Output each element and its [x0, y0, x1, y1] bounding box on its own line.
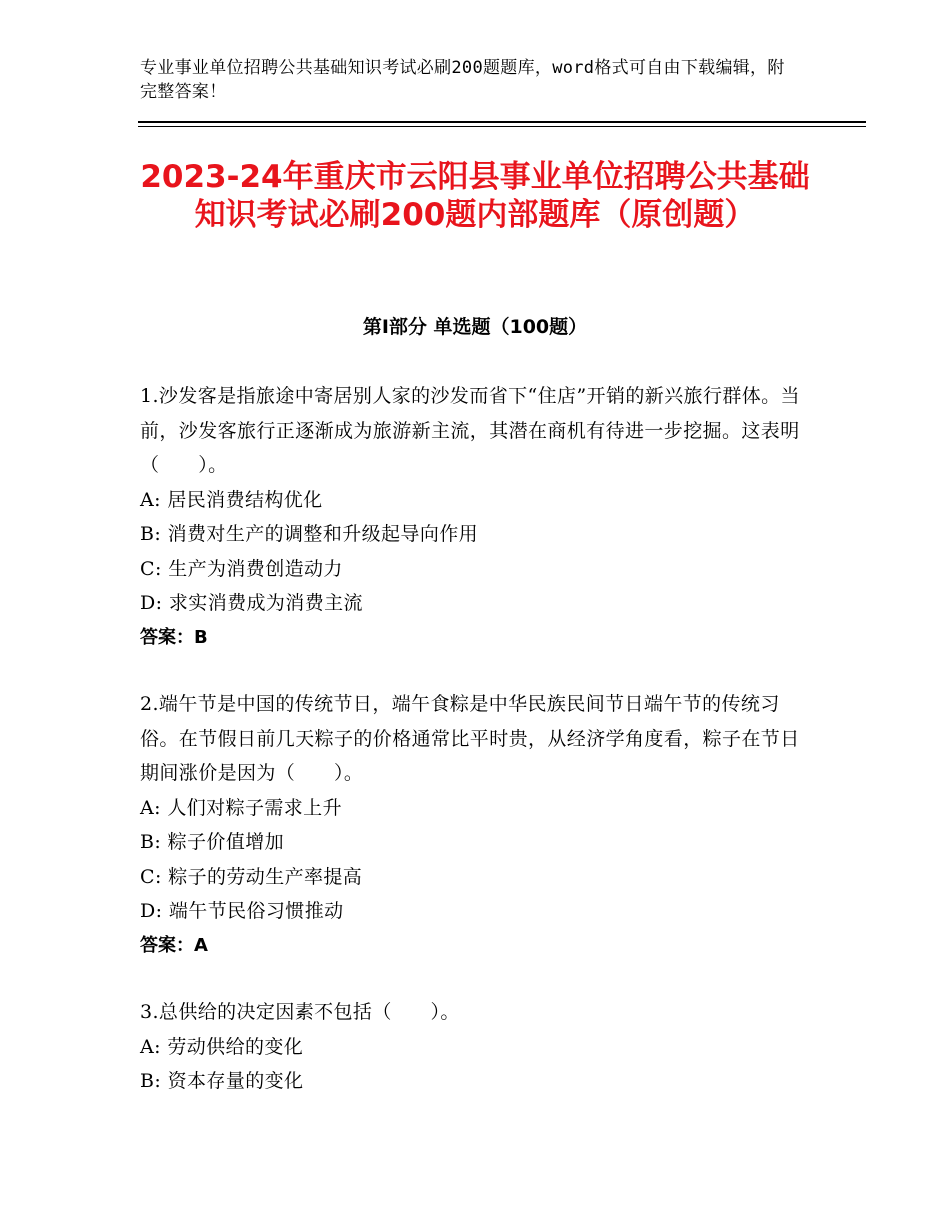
option-letter: B :	[140, 523, 168, 545]
option-text: 消费对生产的调整和升级起导向作用	[167, 523, 479, 545]
option-text: 居民消费结构优化	[167, 488, 323, 511]
option-text: 生产为消费创造动力	[168, 557, 343, 580]
answer: 答案：A	[140, 934, 208, 956]
question-stem: 2.端午节是中国的传统节日，端午食粽是中华民族民间节日端午节的传统习俗。在节假日前几天粽子的价格通常比平时贵，从经济学角度看，粽子在节日期间涨价是因为（ ）。	[140, 693, 800, 784]
section-title: 第Ⅰ部分 单选题（100题）	[362, 316, 588, 338]
option-c	[140, 552, 810, 587]
question-3	[140, 995, 810, 1099]
option-a	[140, 483, 810, 518]
option-b	[140, 517, 810, 552]
option-c	[140, 860, 810, 895]
header-divider-thin	[138, 126, 866, 127]
option-b	[140, 825, 810, 860]
option-text: 粽子价值增加	[167, 831, 285, 853]
option-text: 资本存量的变化	[167, 1070, 304, 1092]
option-b	[140, 1064, 810, 1099]
option-text: 劳动供给的变化	[167, 1035, 304, 1058]
option-a	[140, 1030, 810, 1065]
option-text: 粽子的劳动生产率提高	[168, 865, 363, 888]
question-stem: 3.总供给的决定因素不包括（ ）。	[140, 1001, 460, 1023]
option-letter: B :	[140, 1070, 168, 1092]
option-letter: D :	[140, 592, 169, 614]
answer: 答案：B	[140, 626, 208, 648]
option-letter: D :	[140, 900, 169, 922]
option-letter: C :	[140, 558, 168, 580]
option-letter: C :	[140, 866, 168, 888]
option-letter: A :	[140, 489, 167, 511]
question-2	[140, 687, 810, 963]
question-list	[140, 379, 810, 1131]
question-1	[140, 379, 810, 655]
question-stem: 1.沙发客是指旅途中寄居别人家的沙发而省下“住店”开销的新兴旅行群体。当前，沙发客旅行正逐渐成为旅游新主流，其潜在商机有待进一步挖掘。这表明（ ）。	[140, 385, 800, 476]
option-d	[140, 586, 810, 621]
option-text: 求实消费成为消费主流	[168, 592, 363, 614]
option-letter: A :	[140, 797, 167, 819]
option-d	[140, 894, 810, 929]
header-note: 专业事业单位招聘公共基础知识考试必刷200题题库，word格式可自由下载编辑，附完整答案！	[140, 58, 785, 102]
option-letter: B :	[140, 831, 168, 853]
option-a	[140, 791, 810, 826]
document-title: 2023-24年重庆市云阳县事业单位招聘公共基础知识考试必刷200题内部题库（原创题）	[140, 159, 810, 233]
option-letter: A :	[140, 1036, 167, 1058]
option-text: 人们对粽子需求上升	[167, 796, 342, 819]
option-text: 端午节民俗习惯推动	[168, 900, 344, 922]
header-divider-thick	[138, 121, 866, 123]
